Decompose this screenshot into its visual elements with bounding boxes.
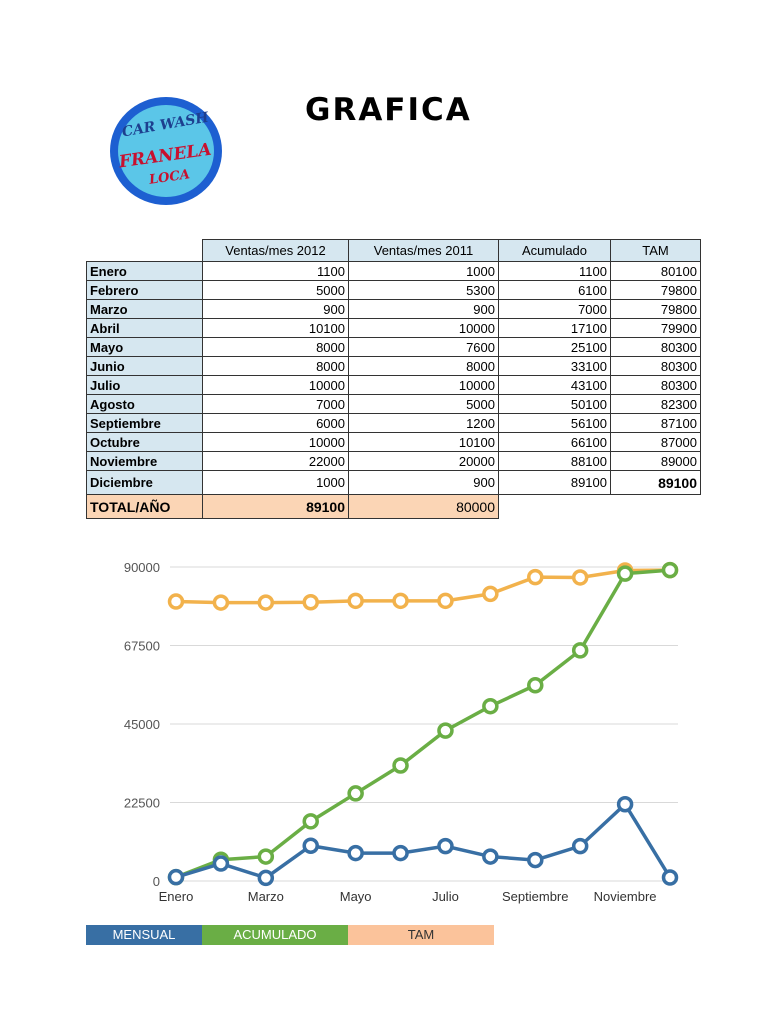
tam-cell: 80100 [611,262,701,281]
x-tick-label: Enero [158,889,194,904]
total-2012: 89100 [203,495,349,519]
acum-cell: 89100 [499,471,611,495]
acum-cell: 25100 [499,338,611,357]
column-header: Ventas/mes 2011 [349,240,499,262]
month-cell: Marzo [87,300,203,319]
x-tick-label: Mayo [339,889,372,904]
v2012-cell: 10100 [203,319,349,338]
data-point-acumulado [304,815,317,828]
acum-cell: 50100 [499,395,611,414]
data-point-tam [439,594,452,607]
v2011-cell: 900 [349,300,499,319]
svg-text:FRANELA: FRANELA [117,139,213,173]
v2011-cell: 7600 [349,338,499,357]
y-tick-label: 90000 [123,560,160,575]
table-row [87,452,701,471]
series-line-tam [176,570,670,602]
table-row [87,262,701,281]
data-point-acumulado [394,759,407,772]
tam-cell: 79800 [611,281,701,300]
sales-table [86,239,701,519]
acum-cell: 56100 [499,414,611,433]
column-header: Acumulado [499,240,611,262]
svg-text:CAR WASH: CAR WASH [120,109,210,141]
data-point-acumulado [619,567,632,580]
v2012-cell: 5000 [203,281,349,300]
v2012-cell: 1000 [203,471,349,495]
month-cell: Enero [87,262,203,281]
v2012-cell: 8000 [203,338,349,357]
legend-tam: TAM [348,925,494,945]
data-point-acumulado [574,644,587,657]
legend-acumulado: ACUMULADO [202,925,348,945]
v2011-cell: 10100 [349,433,499,452]
data-point-tam [170,595,183,608]
svg-text:LOCA: LOCA [148,167,191,188]
page-title: GRAFICA [305,92,472,128]
acum-cell: 33100 [499,357,611,376]
data-point-mensual [439,840,452,853]
month-cell: Junio [87,357,203,376]
data-point-acumulado [439,724,452,737]
data-point-mensual [304,839,317,852]
month-cell: Abril [87,319,203,338]
tam-cell: 82300 [611,395,701,414]
acum-cell: 43100 [499,376,611,395]
month-cell: Agosto [87,395,203,414]
v2011-cell: 10000 [349,376,499,395]
data-point-tam [484,587,497,600]
v2011-cell: 10000 [349,319,499,338]
data-point-mensual [349,847,362,860]
table-row [87,357,701,376]
v2012-cell: 8000 [203,357,349,376]
tam-cell: 79900 [611,319,701,338]
data-point-tam [304,596,317,609]
v2012-cell: 1100 [203,262,349,281]
v2012-cell: 900 [203,300,349,319]
data-point-acumulado [664,564,677,577]
data-point-tam [394,594,407,607]
data-point-tam [349,594,362,607]
table-corner [87,240,203,262]
data-point-mensual [170,871,183,884]
data-point-tam [259,596,272,609]
tam-cell: 80300 [611,376,701,395]
v2011-cell: 1200 [349,414,499,433]
tam-cell: 89100 [611,471,701,495]
tam-cell: 79800 [611,300,701,319]
v2011-cell: 900 [349,471,499,495]
total-label: TOTAL/AÑO [87,495,203,519]
month-cell: Octubre [87,433,203,452]
table-row [87,433,701,452]
tam-cell: 87100 [611,414,701,433]
month-cell: Julio [87,376,203,395]
v2012-cell: 22000 [203,452,349,471]
table-row [87,338,701,357]
data-point-mensual [394,847,407,860]
data-point-acumulado [484,700,497,713]
tam-cell: 89000 [611,452,701,471]
table-row [87,376,701,395]
v2011-cell: 1000 [349,262,499,281]
table-row [87,414,701,433]
car-wash-logo [108,95,224,207]
v2011-cell: 8000 [349,357,499,376]
table-row [87,471,701,495]
month-cell: Diciembre [87,471,203,495]
data-point-mensual [574,840,587,853]
total-row [87,495,701,519]
data-point-acumulado [349,787,362,800]
chart-legend [86,925,494,945]
data-point-mensual [529,854,542,867]
table-row [87,281,701,300]
column-header: Ventas/mes 2012 [203,240,349,262]
v2011-cell: 5000 [349,395,499,414]
y-tick-label: 0 [152,874,160,889]
sales-line-chart [100,552,700,917]
month-cell: Noviembre [87,452,203,471]
x-tick-label: Marzo [247,889,284,904]
tam-cell: 80300 [611,357,701,376]
acum-cell: 88100 [499,452,611,471]
month-cell: Septiembre [87,414,203,433]
total-2011: 80000 [349,495,499,519]
table-header-row [87,240,701,262]
data-point-mensual [259,871,272,884]
x-tick-label: Septiembre [502,889,569,904]
month-cell: Mayo [87,338,203,357]
column-header: TAM [611,240,701,262]
acum-cell: 1100 [499,262,611,281]
x-tick-label: Julio [432,889,459,904]
acum-cell: 66100 [499,433,611,452]
y-tick-label: 22500 [123,795,160,811]
table-row [87,300,701,319]
data-point-mensual [664,871,677,884]
data-point-mensual [214,857,227,870]
data-point-tam [529,571,542,584]
data-point-acumulado [259,850,272,863]
v2011-cell: 20000 [349,452,499,471]
tam-cell: 80300 [611,338,701,357]
v2012-cell: 10000 [203,433,349,452]
acum-cell: 17100 [499,319,611,338]
data-point-tam [574,571,587,584]
data-point-mensual [619,798,632,811]
acum-cell: 6100 [499,281,611,300]
y-tick-label: 45000 [123,717,160,732]
table-row [87,395,701,414]
table-row [87,319,701,338]
acum-cell: 7000 [499,300,611,319]
data-point-mensual [484,850,497,863]
series-line-mensual [176,804,670,878]
y-tick-label: 67500 [123,638,160,654]
data-point-tam [214,596,227,609]
data-point-acumulado [529,679,542,692]
x-tick-label: Noviembre [593,889,657,904]
month-cell: Febrero [87,281,203,300]
legend-mensual: MENSUAL [86,925,202,945]
tam-cell: 87000 [611,433,701,452]
v2012-cell: 10000 [203,376,349,395]
v2011-cell: 5300 [349,281,499,300]
v2012-cell: 7000 [203,395,349,414]
v2012-cell: 6000 [203,414,349,433]
